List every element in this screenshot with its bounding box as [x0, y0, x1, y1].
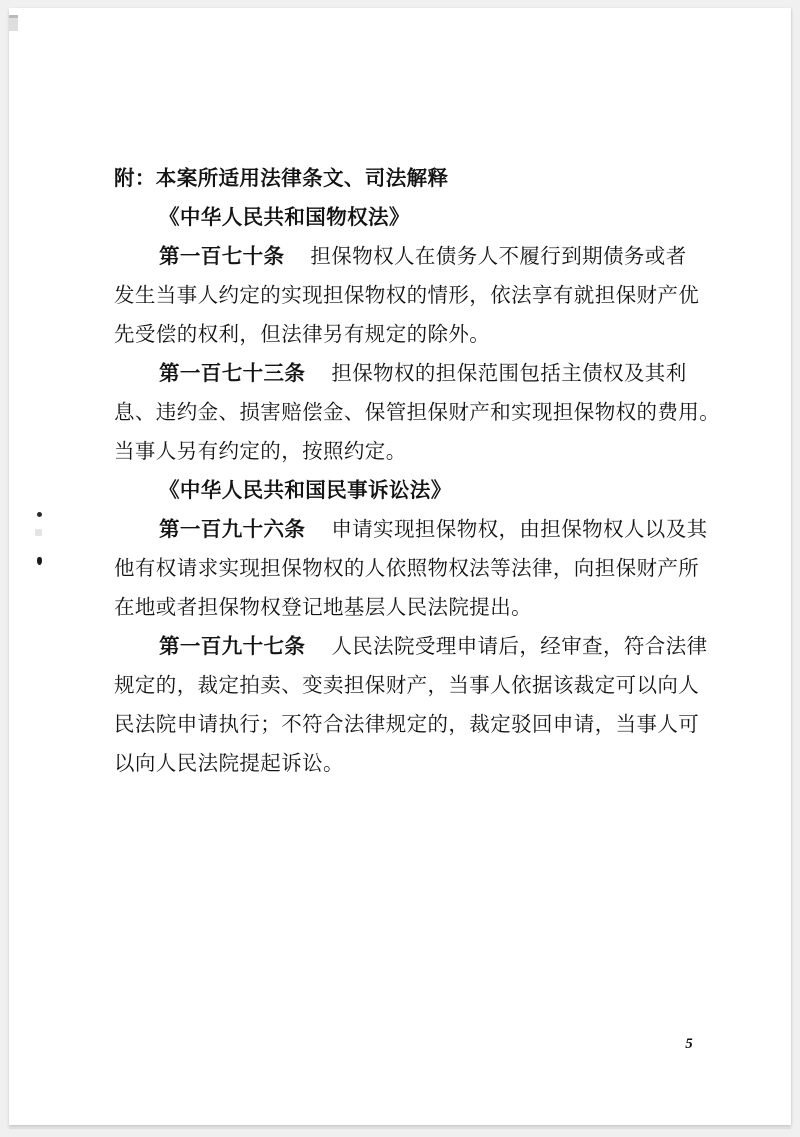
text-line — [114, 394, 721, 433]
body-text: 人民法院受理申请后，经审查，符合法律 — [331, 636, 708, 658]
heading-line — [114, 472, 714, 511]
page-number: 5 — [685, 1036, 693, 1052]
body-text: 申请实现担保物权，由担保物权人以及其 — [331, 519, 708, 541]
body-text: 规定的，裁定拍卖、变卖担保财产，当事人依据该裁定可以向人 — [114, 675, 700, 697]
document-body — [114, 160, 721, 784]
heading-line — [114, 160, 714, 199]
text-line — [114, 589, 714, 628]
bold-text: 《中华人民共和国物权法》 — [159, 207, 410, 229]
bold-text: 第一百九十六条 — [159, 519, 306, 541]
page-bottom-shadow — [9, 1127, 791, 1129]
body-text: 在地或者担保物权登记地基层人民法院提出。 — [114, 597, 532, 619]
bold-text: 附：本案所适用法律条文、司法解释 — [114, 168, 449, 190]
scan-artifact — [9, 15, 18, 31]
text-line — [114, 745, 714, 784]
margin-dot-mark — [37, 512, 42, 517]
bold-text: 第一百七十条 — [159, 246, 285, 268]
body-text: 先受偿的权利，但法律另有规定的除外。 — [114, 324, 491, 346]
heading-line — [114, 199, 714, 238]
text-line — [114, 511, 714, 550]
text-line — [114, 706, 714, 745]
text-line — [114, 355, 714, 394]
text-line — [114, 550, 714, 589]
text-line — [114, 277, 714, 316]
body-text: 担保物权人在债务人不履行到期债务或者 — [310, 246, 687, 268]
body-text: 他有权请求实现担保物权的人依照物权法等法律，向担保财产所 — [114, 558, 700, 580]
body-text: 息、违约金、损害赔偿金、保管担保财产和实现担保物权的费用。 — [114, 402, 721, 424]
body-text: 担保物权的担保范围包括主债权及其利 — [331, 363, 687, 385]
bold-text: 第一百九十七条 — [159, 636, 306, 658]
body-text: 当事人另有约定的，按照约定。 — [114, 441, 407, 463]
bold-text: 《中华人民共和国民事诉讼法》 — [159, 480, 452, 502]
body-text: 发生当事人约定的实现担保物权的情形，依法享有就担保财产优 — [114, 285, 700, 307]
body-text: 以向人民法院提起诉讼。 — [114, 753, 344, 775]
margin-faint-mark — [35, 529, 42, 536]
body-text: 民法院申请执行；不符合法律规定的，裁定驳回申请，当事人可 — [114, 714, 700, 736]
document-page — [9, 8, 791, 1125]
text-line — [114, 433, 714, 472]
text-line — [114, 628, 714, 667]
text-line — [114, 238, 714, 277]
text-line — [114, 667, 714, 706]
bold-text: 第一百七十三条 — [159, 363, 306, 385]
text-line — [114, 316, 714, 355]
margin-ink-mark — [37, 557, 42, 565]
